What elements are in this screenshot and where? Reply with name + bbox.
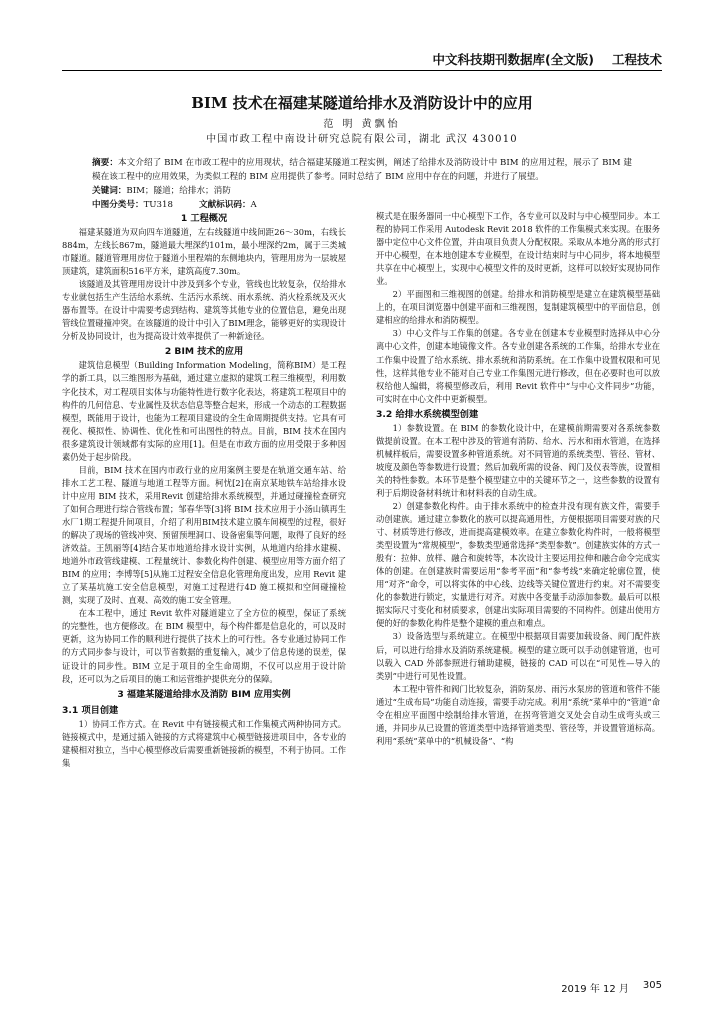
issue-date: 2019 年 12 月 — [561, 984, 629, 995]
affiliation: 中国市政工程中南设计研究总院有限公司，湖北 武汉 430010 — [206, 134, 518, 145]
page-footer — [561, 980, 662, 995]
paragraph: 1）参数设置。在 BIM 的参数化设计中，在建模前期需要对各系统参数做提前设置。在本工程中涉及的管道有消防、给水、污水和雨水管道，在选择机械样板后，需要设置多种管道系统。对不同管道的系统类型、管径、管材、坡度及颜色等参数进行设置；然后加载所需的设备、阀门及仪表等族，设置相关的特性参数。本环节是整个模型建立中的关键环节之一，这些参数的设置有利于后期设备材料统计和材料表的自动生成。 — [376, 422, 660, 498]
paragraph: 1）协同工作方式。在 Revit 中有链接模式和工作集模式两种协同方式。链接模式中，是通过插入链接的方式将建筑中心模型链接进项目中，各专业的建模相对独立，当中心模型修改后需要重新链接新的模型，不利于协同。工作集 — [62, 718, 346, 768]
journal-name: 中文科技期刊数据库(全文版) — [432, 52, 594, 67]
paragraph: 模式是在服务器同一中心模型下工作，各专业可以及时与中心模型同步。本工程的协同工作采用 Autodesk Revit 2018 软件的工作集模式来实现。在服务器中定位中心文件位置，并由项目负责人分配权限。采取从本地分离的形式打开中心模型，在本地创建本专业模型，在设计结束时与中心同步，将本地模型共享在中心模型上，实现中心模型文件的及时更新，这样可以较好实现协同作业。 — [376, 211, 660, 287]
paragraph: 2）平面图和三维视图的创建。给排水和消防模型是建立在建筑模型基础上的，在项目浏览器中创建平面和三维视图，复制建筑模型中的平面信息，创建相应的给排水和消防模型。 — [376, 289, 660, 326]
clc-label: 中图分类号： — [92, 200, 144, 210]
left-column — [62, 210, 346, 770]
page-number: 305 — [642, 980, 662, 991]
abstract-block — [92, 156, 632, 212]
keywords — [92, 184, 632, 198]
paragraph: 本工程中管件和阀门比较复杂，消防泵房、雨污水泵房的管道和管件不能通过“生成布局”功能自动连接，需要手动完成。利用“系统”菜单中的“管道”命令在相应平面图中绘制给排水管道，在拐弯管道交叉处会自动生成弯头或三通，并同步从已设置的管道类型中选择管道类型、管径等，并设置管道标高。利用“系统”菜单中的“机械设备”、“构 — [376, 683, 660, 746]
abstract — [92, 156, 632, 184]
keywords-label: 关键词： — [92, 186, 127, 196]
keywords-text: BIM；隧道；给排水；消防 — [126, 186, 231, 196]
paper-title: BIM 技术在福建某隧道给排水及消防设计中的应用 — [191, 94, 533, 112]
paragraph: 建筑信息模型（Building Information Modeling，简称BIM）是工程学的新工具，以三维图形为基础，通过建立虚拟的建筑工程三维模型，利用数字化技术，对工程项目实体与功能特性进行数字化表达，将建筑工程项目中的构件的几何信息、专业属性及状态信息等整合起来，形成一个动态的工程数据模型，既能用于设计，也能为工程项目建设的全生命周期提供支持。它具有可视化、模拟性、协调性、优化性和可出图性的特点。目前，BIM 技术在国内很多建筑设计领域都有实际的应用[1]。但是在市政方面的应用受限于多种因素仍处于起步阶段。 — [62, 360, 346, 462]
header-rule — [62, 70, 662, 71]
paragraph: 2）创建参数化构件。由于排水系统中的检查井没有现有族文件，需要手动创建族。通过建立参数化的族可以提高通用性，方便根据项目需要对族的尺寸、材质等进行修改，进而提高建模效率。在建立参数化构件时，一般将模型类型设置为“常规模型”，参数类型通常选择“类型参数”。创建族实体的方式一般有：拉伸、放样、融合和旋转等，本次设计主要运用拉伸和融合命令完成实体的创建。在创建族时需要运用“参考平面”和“参考线”来确定轮廓位置，使用“对齐”命令，可以将实体的中心线、边线等关键位置进行约束。对不需要变化的参数进行锁定，实量进行对齐。对族中各变量手动添加参数。最后可以根据实际尺寸变化和材质要求，创建出实际项目需要的不同构件。创建出使用方便的好的参数化构件是整个建模的重点和难点。 — [376, 500, 660, 629]
paragraph: 3）设备选型与系统建立。在模型中根据项目需要加载设备、阀门配件族后，可以进行给排水及消防系统建模。模型的建立既可以手动创建管道，也可以载入 CAD 外部参照进行辅助建模，链接的 CAD 可以在“可见性—导入的类别”中进行可见性设置。 — [376, 631, 660, 681]
paragraph: 3）中心文件与工作集的创建。各专业在创建本专业模型时选择从中心分离中心文件，创建本地镜像文件。各专业创建各系统的工作集，给排水专业在工作集中设置了给水系统、排水系统和消防系统。在工作集中设置权限和可见性，这样其他专业不能对自己专业工作集图元进行修改，但在必要时也可以放权给他人编辑，将模型修改后，利用 Revit 软件中“与中心文件同步”功能，可实时在中心文件中更新模型。 — [376, 328, 660, 404]
paragraph: 该隧道及其管理用房设计中涉及到多个专业，管线也比较复杂，仅给排水专业就包括生产生活给水系统、生活污水系统、雨水系统、消火栓系统及灭火器布置等。在设计中需要考虑到结构、建筑等其他专业的位置信息，避免出现管线位置碰撞冲突。在该隧道的设计中引入了BIM理念，能够更好的实现设计分析及协同设计，也为提高设计效率提供了一种新途径。 — [62, 279, 346, 342]
running-header — [62, 46, 662, 68]
subsection-heading: 3.1 项目创建 — [62, 704, 119, 716]
paragraph: 目前，BIM 技术在国内市政行业的应用案例主要是在轨道交通车站、给排水工艺工程、隧道与地道工程等方面。柯忧[2]在南京某地铁车站给排水设计中应用 BIM 技术，采用Revit 创建给排水系统模型，并通过碰撞检查研究了如何合理进行综合管线布置；邹春华等[3]将 BIM 技术应用于小汤山镇再生水厂1期工程提升间项目，介绍了利用BIM技术建立膜车间模型的过程，很好的解决了现场的管线冲突、预留预埋洞口、设备密集等问题，取得了良好的经济效益。王凯丽等[4]结合某市地道给排水设计实例，从地道内给排水建模、地道外市政管线建模、工程量统计、参数化构件创建、模型应用等方面介绍了 BIM 的应用；李博等[5]从施工过程安全信息化管理角度出发，应用 Revit 建立了某基坑施工安全信息模型，对施工过程进行4D 施工模拟和空间碰撞检测，实现了及时、直观、高效的施工安全管理。 — [62, 464, 346, 606]
section-heading: 1 工程概况 — [180, 213, 228, 224]
subsection-heading: 3.2 给排水系统模型创建 — [376, 408, 479, 420]
abstract-text: 本文介绍了 BIM 在市政工程中的应用现状，结合福建某隧道工程实例，阐述了给排水及消防设计中 BIM 的应用过程，展示了 BIM 建模在该工程中的应用效果，为类似工程的 BIM 应用提供了参考。同时总结了 BIM 应用中存在的问题，并进行了展望。 — [92, 158, 632, 182]
authors: 范 明 黄飘怡 — [323, 119, 401, 130]
paragraph: 在本工程中，通过 Revit 软件对隧道建立了全方位的模型，保证了系统的完整性，也方便修改。在 BIM 模型中，每个构件都是信息化的，可以及时更新，这为协同工作的顺利进行提供了技术上的可行性。各专业通过协同工作的方式同步参与设计，可以节省数据的重复输入，减少了信息传递的误差，保证设计的同步性。BIM 立足于项目的全生命周期，不仅可以应用于设计阶段，还可以为之后项目的施工和运营维护提供充分的保障。 — [62, 608, 346, 684]
doc-code-value: A — [250, 200, 257, 210]
right-column — [376, 210, 660, 748]
section-heading: 2 BIM 技术的应用 — [164, 346, 244, 358]
clc-value: TU318 — [143, 200, 173, 210]
section-heading: 3 福建某隧道给排水及消防 BIM 应用实例 — [117, 688, 291, 700]
doc-code-label: 文献标识码： — [198, 200, 251, 210]
paragraph: 福建某隧道为双向四车道隧道，左右线隧道中线间距26～30m，右线长884m，左线长867m，隧道最大埋深约101m，最小埋深约2m，属于三类城市隧道。隧道管理用房位于隧道小里程端的东侧地块内，管理用房为一层坡屋顶建筑，建筑面积516平方米，建筑高度7.30m。 — [62, 227, 346, 277]
journal-section: 工程技术 — [611, 52, 662, 67]
abstract-label: 摘要： — [92, 158, 118, 168]
